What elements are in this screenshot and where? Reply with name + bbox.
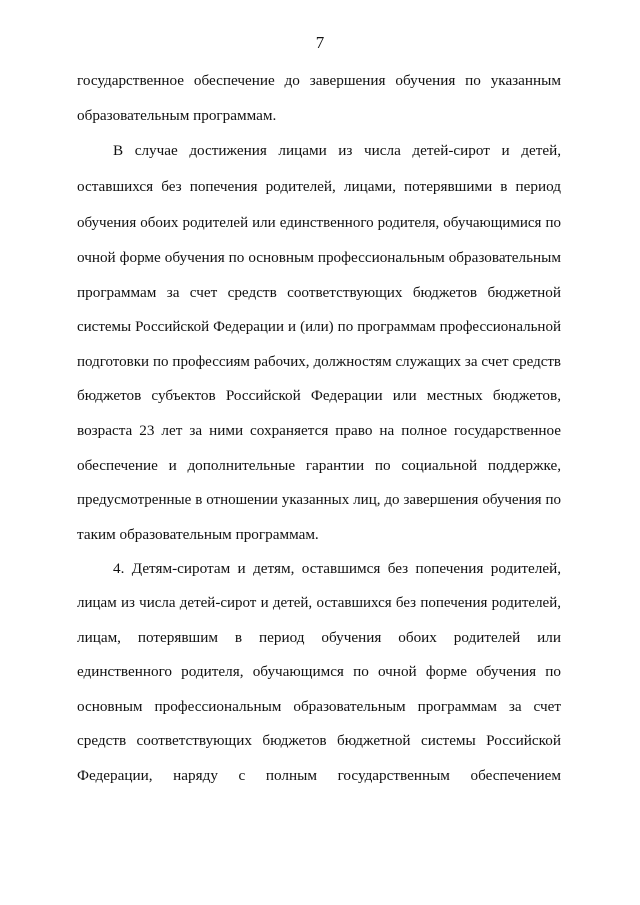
paragraph-3-line-1: 4. Детям-сиротам и детям, оставшимся без попечения родителей,	[113, 560, 561, 577]
paragraph-3-line-6: средств соответствующих бюджетов бюджетной системы Российской	[77, 732, 561, 749]
page-number: 7	[315, 33, 325, 52]
paragraph-1-line-2: образовательным программам.	[77, 107, 277, 124]
paragraph-3-line-5: основным профессиональным образовательным программам за счет	[77, 698, 561, 715]
paragraph-2-line-10: обеспечение и дополнительные гарантии по социальной поддержке,	[77, 457, 561, 474]
paragraph-2-line-3: обучения обоих родителей или единственного родителя, обучающимися по	[77, 215, 561, 231]
paragraph-2-line-12: таким образовательным программам.	[77, 526, 319, 543]
paragraph-2-line-2: оставшихся без попечения родителей, лицами, потерявшими в период	[77, 178, 561, 195]
paragraph-2-line-9: возраста 23 лет за ними сохраняется право на полное государственное	[77, 422, 561, 439]
paragraph-3-line-4: единственного родителя, обучающимся по очной форме обучения по	[77, 663, 561, 680]
paragraph-2-line-11: предусмотренные в отношении указанных лиц, до завершения обучения по	[77, 492, 561, 508]
paragraph-2-line-6: системы Российской Федерации и (или) по программам профессиональной	[77, 319, 561, 335]
paragraph-2-line-5: программам за счет средств соответствующих бюджетов бюджетной	[77, 284, 561, 301]
paragraph-3-line-7: Федерации, наряду с полным государственным обеспечением	[77, 767, 561, 784]
paragraph-2-line-4: очной форме обучения по основным профессиональным образовательным	[77, 249, 561, 266]
paragraph-2-line-8: бюджетов субъектов Российской Федерации или местных бюджетов,	[77, 387, 561, 404]
paragraph-3-line-3: лицам, потерявшим в период обучения обоих родителей или	[77, 629, 561, 646]
paragraph-2-line-7: подготовки по профессиям рабочих, должностям служащих за счет средств	[77, 354, 561, 370]
paragraph-1-line-1: государственное обеспечение до завершения обучения по указанным	[77, 72, 561, 89]
paragraph-2-line-1: В случае достижения лицами из числа детей-сирот и детей,	[113, 142, 561, 159]
paragraph-3-line-2: лицам из числа детей-сирот и детей, оставшихся без попечения родителей,	[77, 595, 561, 611]
